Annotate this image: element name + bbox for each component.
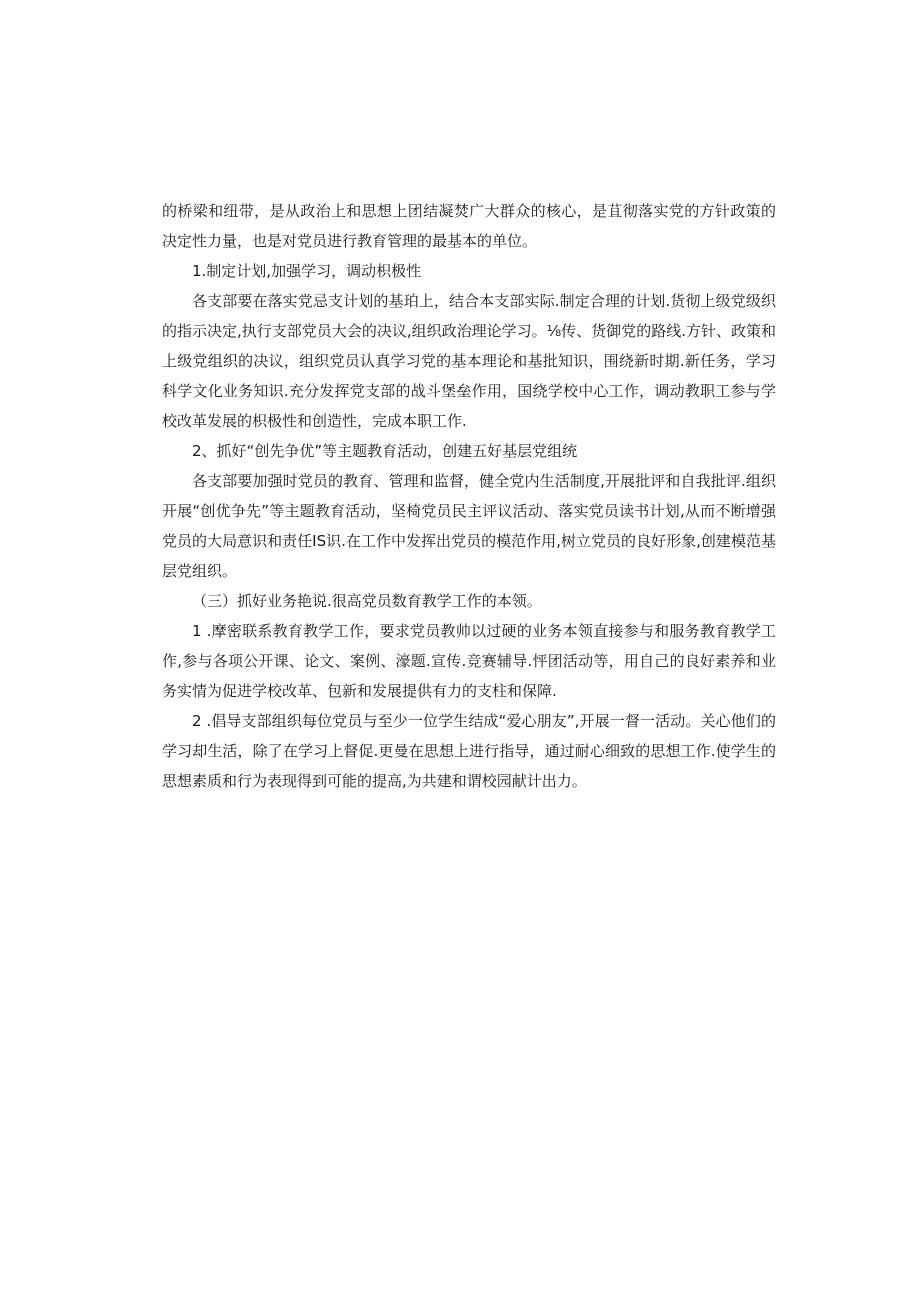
- document-body: [162, 196, 776, 796]
- paragraph-item-1-body: 各支部要在落实党忌支计划的基珀上，结合本支部实际.制定合理的计划.货彻上级党级织的指示决定,执行支部党员大会的决议,组织政治理论学习。⅛传、货御党的路线.方针、政策和上级党组织的决议，组织党员认真学习党的基本理论和基批知识，围绕新时期.新任务，学习科学文化业务知识.充分发挥党支部的战斗堡垒作用，国绕学校中心工作，调动教职工参与学校改革发展的枳极性和创造性，完成本职工作.: [162, 292, 776, 430]
- paragraph-intro-continuation: 的桥梁和纽带，是从政治上和思想上团结凝焚广大群众的核心，是苴彻落实党的方针政策的决定性力量，也是对党员进行教育管理的最基本的单位。: [162, 202, 776, 250]
- section-heading-3: （三）抓好业务艳说.很高党员数育教学工作的本领。: [192, 592, 542, 610]
- paragraph-item-2-body: 各支部要加强时党员的教育、管理和监督，健全党内生活制度,开展批评和自我批评.组织开展“创优争先”等主题教育活动，坚椅党员民主评议活动、落实党员读书计划,从而不断增强党员的大局意识和责任IS识.在工作中发挥出党员的模范作用,树立党员的良好形象,创建模范基层党组织。: [162, 472, 776, 580]
- paragraph-section-3-item-2: 2 .倡导支部组织每位党员与至少一位学生结成“爱心朋友”,开展一督一活动。关心他们的学习却生活，除了在学习上督促.更曼在思想上进行指导，通过耐心细致的思想工作.使学生的思想素质和行为表现得到可能的提高,为共建和谓校园献计出力。: [162, 712, 776, 790]
- heading-item-2: 2、抓好“创先争优”等主题教育活动，创建五好基层党组统: [192, 442, 578, 460]
- paragraph-section-3-item-1: 1 .摩密联系教育教学工作，要求党员教帅以过硬的业务本领直接参与和服务教育教学工作,参与各项公开课、论文、案例、濠题.宣传.竞赛辅导.怦团活动等，用自己的良好素养和业务实情为促进学校改革、包新和发展提供有力的支柱和保障.: [162, 622, 776, 700]
- heading-item-1: 1.制定计划,加强学习，调动枳极性: [192, 262, 422, 280]
